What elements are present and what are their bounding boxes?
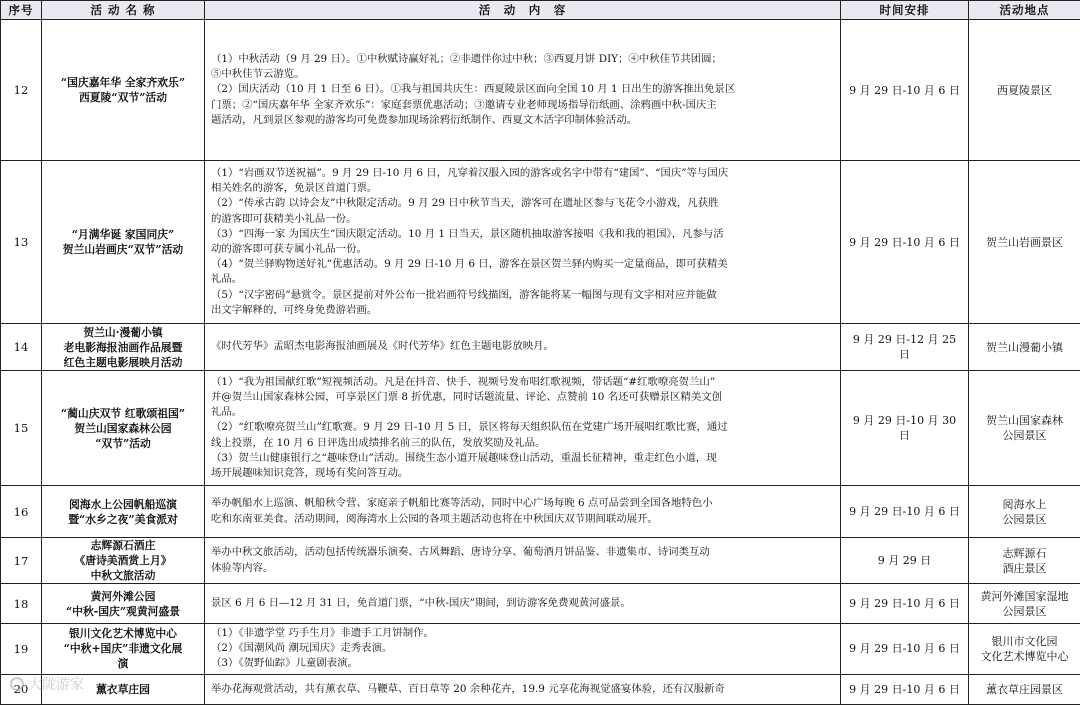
activity-content-line: 举办花海观赏活动，共有薰衣草、马鞭草、百日草等 20 余种花卉，19.9 元享花海视觉盛宴体验，还有汉服新奇 xyxy=(211,682,834,697)
activity-content-line: 吃和东南亚美食。活动期间，阅海湾水上公园的各项主题活动也将在中秋国庆双节期间联动展开。 xyxy=(211,512,834,527)
row-number: 15 xyxy=(1,371,42,486)
activity-name xyxy=(42,674,205,704)
activity-name xyxy=(42,324,205,371)
activity-content-line: 的游客即可获精美小礼品一份。 xyxy=(211,212,834,227)
activity-content-line: （1）《非遗学堂 巧手生月》非遗手工月饼制作。 xyxy=(211,626,834,641)
activity-content-line: （3）贺兰山健康银行之“趣味登山”活动。围绕生态小道开展趣味登山活动，重温长征精神，重走红色小道，现 xyxy=(211,451,834,466)
activity-content-line: 《时代芳华》孟昭杰电影海报油画展及《时代芳华》红色主题电影放映月。 xyxy=(211,339,834,354)
activity-name-line: “月满华诞 家国同庆” xyxy=(46,227,200,242)
activity-name-line: “中秋+国庆”非遗文化展 xyxy=(46,641,200,656)
watermark-text: 大陇游家 xyxy=(28,674,84,694)
activity-place-line: 阅海水上 xyxy=(972,497,1077,512)
activity-content-line: 并@贺兰山国家森林公园，可享景区门票 8 折优惠，同时话题流量、评论、点赞前 10 名还可获赠景区精美文创 xyxy=(211,390,834,405)
activity-place xyxy=(969,324,1080,371)
activity-place xyxy=(969,20,1080,161)
activity-name xyxy=(42,538,205,584)
activity-name-line: 《唐诗美酒赏上月》 xyxy=(46,553,200,568)
activity-content-line: 体验等内容。 xyxy=(211,561,834,576)
activity-name-line: “国庆嘉年华 全家齐欢乐” xyxy=(46,75,200,90)
activity-place-line: 西夏陵景区 xyxy=(972,83,1077,98)
activity-name-line: “双节”活动 xyxy=(46,436,200,451)
activity-content xyxy=(205,584,841,624)
row-number: 19 xyxy=(1,624,42,675)
activity-time-line: 9 月 29 日-10 月 6 日 xyxy=(843,83,966,98)
activity-time xyxy=(841,584,969,624)
activity-name-line: “中秋-国庆”观黄河盛景 xyxy=(46,604,200,619)
activity-content-line: （4）“贺兰驿购物送好礼”优惠活动。9 月 29 日-10 月 6 日，游客在景区贺兰驿内购买一定量商品，即可获精美 xyxy=(211,257,834,272)
activity-content-line: （2）“传承古韵 以诗会友”中秋限定活动。9 月 29 日中秋节当天，游客可在遗址区参与飞花令小游戏，凡获胜 xyxy=(211,196,834,211)
header-content: 活 动 内 容 xyxy=(205,1,841,20)
activity-content-line: 景区 6 月 6 日—12 月 31 日，免首道门票，“中秋-国庆”期间，到访游客免费观黄河盛景。 xyxy=(211,596,834,611)
activity-content xyxy=(205,486,841,538)
header-no: 序号 xyxy=(1,1,42,20)
activity-time-line: 9 月 29 日-10 月 6 日 xyxy=(843,682,966,697)
row-number: 13 xyxy=(1,161,42,324)
activity-content-line: 线上投票，在 10 月 6 日评选出成绩排名前三的队伍，发放奖励及礼品。 xyxy=(211,436,834,451)
activity-name xyxy=(42,486,205,538)
activity-place xyxy=(969,538,1080,584)
activity-content-line: （1）“岩画双节送祝福”。9 月 29 日-10 月 6 日，凡穿着汉服入园的游客或名字中带有“建国”、“国庆”等与国庆 xyxy=(211,166,834,181)
table-row xyxy=(1,161,1080,324)
activity-time-line: 9 月 29 日-10 月 6 日 xyxy=(843,504,966,519)
activity-name xyxy=(42,20,205,161)
activity-content-line: （1）中秋活动（9 月 29 日）。①中秋赋诗赢好礼；②非遗伴你过中秋；③西夏月饼 DIY；④中秋佳节共团圆； xyxy=(211,52,834,67)
activity-content-line: （3）“四海一家 为国庆生”国庆限定活动。10 月 1 日当天，景区随机抽取游客接唱《我和我的祖国》，凡参与活 xyxy=(211,227,834,242)
activity-name-line: 银川文化艺术博览中心 xyxy=(46,626,200,641)
activity-place xyxy=(969,486,1080,538)
activity-content-line: 动的游客即可获专属小礼品一份。 xyxy=(211,242,834,257)
activity-content xyxy=(205,20,841,161)
activity-content-line: 举办中秋文旅活动，活动包括传统器乐演奏、古风舞蹈、唐诗分享、葡萄酒月饼品鉴、非遗集市、诗词类互动 xyxy=(211,545,834,560)
activity-content-line: 题活动，凡到景区参观的游客均可免费参加现场涂鸦衍纸制作、西夏文木活字印制体验活动。 xyxy=(211,113,834,128)
activity-content-line: 礼品。 xyxy=(211,272,834,287)
activity-content-line: （2）国庆活动（10 月 1 日至 6 日）。①我与祖国共庆生：西夏陵景区面向全国 10 月 1 日出生的游客推出免景区 xyxy=(211,82,834,97)
activity-content-line: 相关姓名的游客，免景区首道门票。 xyxy=(211,181,834,196)
activity-name-line: 中秋文旅活动 xyxy=(46,568,200,583)
activity-place-line: 公园景区 xyxy=(972,604,1077,619)
activity-name-line: 暨“水乡之夜”美食派对 xyxy=(46,512,200,527)
header-time: 时间安排 xyxy=(841,1,969,20)
activity-place-line: 薰衣草庄园景区 xyxy=(972,682,1077,697)
activity-place-line: 酒庄景区 xyxy=(972,561,1077,576)
activity-content xyxy=(205,324,841,371)
activity-name-line: 志辉源石酒庄 xyxy=(46,538,200,553)
activity-content xyxy=(205,161,841,324)
activity-content xyxy=(205,624,841,675)
activity-name xyxy=(42,584,205,624)
activity-place-line: 黄河外滩国家湿地 xyxy=(972,589,1077,604)
activity-time xyxy=(841,161,969,324)
activity-time-line: 9 月 29 日 xyxy=(843,553,966,568)
activity-place-line: 贺兰山国家森林 xyxy=(972,413,1077,428)
activity-content-line: （2）《国潮风尚 潮玩国庆》走秀表演。 xyxy=(211,641,834,656)
table-row xyxy=(1,538,1080,584)
activity-name-line: 红色主题电影展映月活动 xyxy=(46,355,200,370)
activity-place xyxy=(969,674,1080,704)
activity-name-line: 演 xyxy=(46,656,200,671)
activity-place-line: 贺兰山岩画景区 xyxy=(972,235,1077,250)
activity-time-line: 9 月 29 日-12 月 25 xyxy=(843,332,966,347)
activity-place-line: 志辉源石 xyxy=(972,546,1077,561)
activity-time xyxy=(841,486,969,538)
activity-time xyxy=(841,624,969,675)
activity-time xyxy=(841,674,969,704)
activity-place-line: 银川市文化园 xyxy=(972,634,1077,649)
activity-content-line: （1）“我为祖国献红歌”短视频活动。凡是在抖音、快手、视频号发布唱红歌视频，带话题“#红歌嘹亮贺兰山” xyxy=(211,375,834,390)
header-place: 活动地点 xyxy=(969,1,1080,20)
activity-name xyxy=(42,161,205,324)
activity-name-line: 贺兰山·漫葡小镇 xyxy=(46,325,200,340)
activity-time xyxy=(841,371,969,486)
table-row xyxy=(1,486,1080,538)
activity-name-line: 阅海水上公园帆船巡演 xyxy=(46,497,200,512)
table-header-row xyxy=(1,1,1080,20)
activity-place-line: 贺兰山漫葡小镇 xyxy=(972,340,1077,355)
activity-content xyxy=(205,371,841,486)
row-number: 20 xyxy=(1,674,42,704)
activity-name xyxy=(42,624,205,675)
header-name: 活 动 名 称 xyxy=(42,1,205,20)
row-number: 17 xyxy=(1,538,42,584)
activity-content-line: 场开展趣味知识竞答，现场有奖问答互动。 xyxy=(211,466,834,481)
row-number: 14 xyxy=(1,324,42,371)
activity-place-line: 公园景区 xyxy=(972,512,1077,527)
activity-content-line: （2）“红歌嘹亮贺兰山”红歌赛。9 月 29 日-10 月 5 日，景区将每天组织队伍在党建广场开展唱红歌比赛，通过 xyxy=(211,420,834,435)
activity-time xyxy=(841,538,969,584)
table-row xyxy=(1,624,1080,675)
activity-time-line: 日 xyxy=(843,428,966,443)
activity-place xyxy=(969,584,1080,624)
activity-content-line: 出文字解释的，可终身免费游岩画。 xyxy=(211,303,834,318)
table-row xyxy=(1,20,1080,161)
activity-time xyxy=(841,324,969,371)
table-row xyxy=(1,371,1080,486)
activity-content-line: ⑤中秋佳节云游览。 xyxy=(211,67,834,82)
activity-name xyxy=(42,371,205,486)
activity-content xyxy=(205,674,841,704)
activity-name-line: 薰衣草庄园 xyxy=(46,682,200,697)
activity-name-line: “蔺山庆双节 红歌颂祖国” xyxy=(46,406,200,421)
activity-place-line: 文化艺术博览中心 xyxy=(972,649,1077,664)
row-number: 16 xyxy=(1,486,42,538)
activity-place xyxy=(969,161,1080,324)
table-row xyxy=(1,674,1080,704)
table-body xyxy=(1,20,1080,705)
activity-content-line: （3）《贺野仙踪》儿童剧表演。 xyxy=(211,656,834,671)
activity-place xyxy=(969,624,1080,675)
activity-time-line: 9 月 29 日-10 月 6 日 xyxy=(843,235,966,250)
activity-name-line: 西夏陵“双节”活动 xyxy=(46,90,200,105)
row-number: 18 xyxy=(1,584,42,624)
table-row xyxy=(1,584,1080,624)
activity-time-line: 日 xyxy=(843,347,966,362)
activity-time-line: 9 月 29 日-10 月 6 日 xyxy=(843,596,966,611)
activity-time-line: 9 月 29 日-10 月 6 日 xyxy=(843,641,966,656)
activity-name-line: 老电影海报油画作品展暨 xyxy=(46,340,200,355)
row-number: 12 xyxy=(1,20,42,161)
activity-content xyxy=(205,538,841,584)
activity-name-line: 贺兰山岩画庆“双节”活动 xyxy=(46,242,200,257)
activity-content-line: （5）“汉字密码”悬赏令。景区提前对外公布一批岩画符号线描图，游客能将某一幅图与现有文字相对应并能做 xyxy=(211,288,834,303)
activity-content-line: 举办帆船水上巡演、帆船秋令营、家庭亲子帆船比赛等活动，同时中心广场每晚 6 点可品尝到全国各地特色小 xyxy=(211,496,834,511)
activity-content-line: 礼品。 xyxy=(211,405,834,420)
activity-content-line: 门票；②“国庆嘉年华 全家齐欢乐”：家庭套票优惠活动；③邀请专业老师现场指导衍纸画、涂鸦画中秋-国庆主 xyxy=(211,98,834,113)
activity-name-line: 贺兰山国家森林公园 xyxy=(46,421,200,436)
activity-name-line: 黄河外滩公园 xyxy=(46,589,200,604)
activity-place-line: 公园景区 xyxy=(972,428,1077,443)
activity-time xyxy=(841,20,969,161)
table-row xyxy=(1,324,1080,371)
activity-place xyxy=(969,371,1080,486)
activity-time-line: 9 月 29 日-10 月 30 xyxy=(843,413,966,428)
